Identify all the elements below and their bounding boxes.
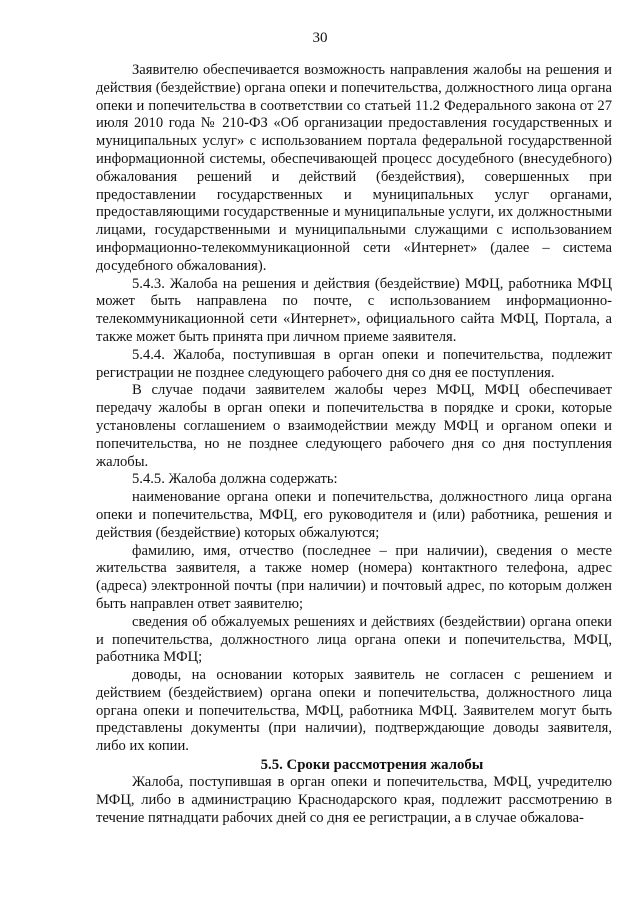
list-item: доводы, на основании которых заявитель не согласен с решением и действием (бездействием) органа опеки и попечительства, должностного лица органа опеки и попечительства, МФЦ, работника МФЦ. Заявителем могут быть представлены документы (при наличии), подтверждающие доводы заявителя, либо их копии. <box>96 667 612 755</box>
list-item: наименование органа опеки и попечительства, должностного лица органа опеки и попечительства, МФЦ, его руководителя и (или) работника, решения и действия (бездействие) которых обжалуются; <box>96 489 612 541</box>
section-heading: 5.5. Сроки рассмотрения жалобы <box>260 757 484 774</box>
document-body <box>96 62 612 827</box>
paragraph-5-4-4: 5.4.4. Жалоба, поступившая в орган опеки и попечительства, подлежит регистрации не позднее следующего рабочего дня со дня ее поступления. <box>96 346 612 381</box>
paragraph-5-4-5: 5.4.5. Жалоба должна содержать: <box>132 471 338 488</box>
list-item: сведения об обжалуемых решениях и действиях (бездействии) органа опеки и попечительства, должностного лица органа опеки и попечительства, МФЦ, работника МФЦ; <box>96 613 612 666</box>
paragraph: В случае подачи заявителем жалобы через МФЦ, МФЦ обеспечивает передачу жалобы в орган опеки и попечительства в порядке и сроки, которые установлены соглашением о взаимодействии между МФЦ и органом опеки и попечительства, но не позднее следующего рабочего дня со дня поступления жалобы. <box>96 382 612 470</box>
page-number: 30 <box>312 30 328 46</box>
paragraph: Заявителю обеспечивается возможность направления жалобы на решения и действия (бездействие) органа опеки и попечительства, должностного лица органа опеки и попечительства в соответствии со статьей 11.2 Федерального закона от 27 июля 2010 года № 210-ФЗ «Об организации предоставления государственных и муниципальных услуг» с использованием портала федеральной государственной информационной системы, обеспечивающей процесс досудебного (внесудебного) обжалования решений и действий (бездействия), совершенных при предоставлении государственных и муниципальных услуг органами, предоставляющими государственные и муниципальные услуги, их должностными лицами, государственными и муниципальными служащими с использованием информационно-телекоммуникационной сети «Интернет» (далее – система досудебного обжалования). <box>96 62 612 274</box>
paragraph: Жалоба, поступившая в орган опеки и попечительства, МФЦ, учредителю МФЦ, либо в администрацию Краснодарского края, подлежит рассмотрению в течение пятнадцати рабочих дней со дня ее регистрации, а в случае обжалова- <box>96 774 612 826</box>
paragraph-5-4-3: 5.4.3. Жалоба на решения и действия (бездействие) МФЦ, работника МФЦ может быть направлена по почте, с использованием информационно-телекоммуникационной сети «Интернет», официального сайта МФЦ, Портала, а также может быть принята при личном приеме заявителя. <box>96 275 612 345</box>
list-item: фамилию, имя, отчество (последнее – при наличии), сведения о месте жительства заявителя, а также номер (номера) контактного телефона, адрес (адреса) электронной почты (при наличии) и почтовый адрес, по которым должен быть направлен ответ заявителю; <box>96 542 612 612</box>
